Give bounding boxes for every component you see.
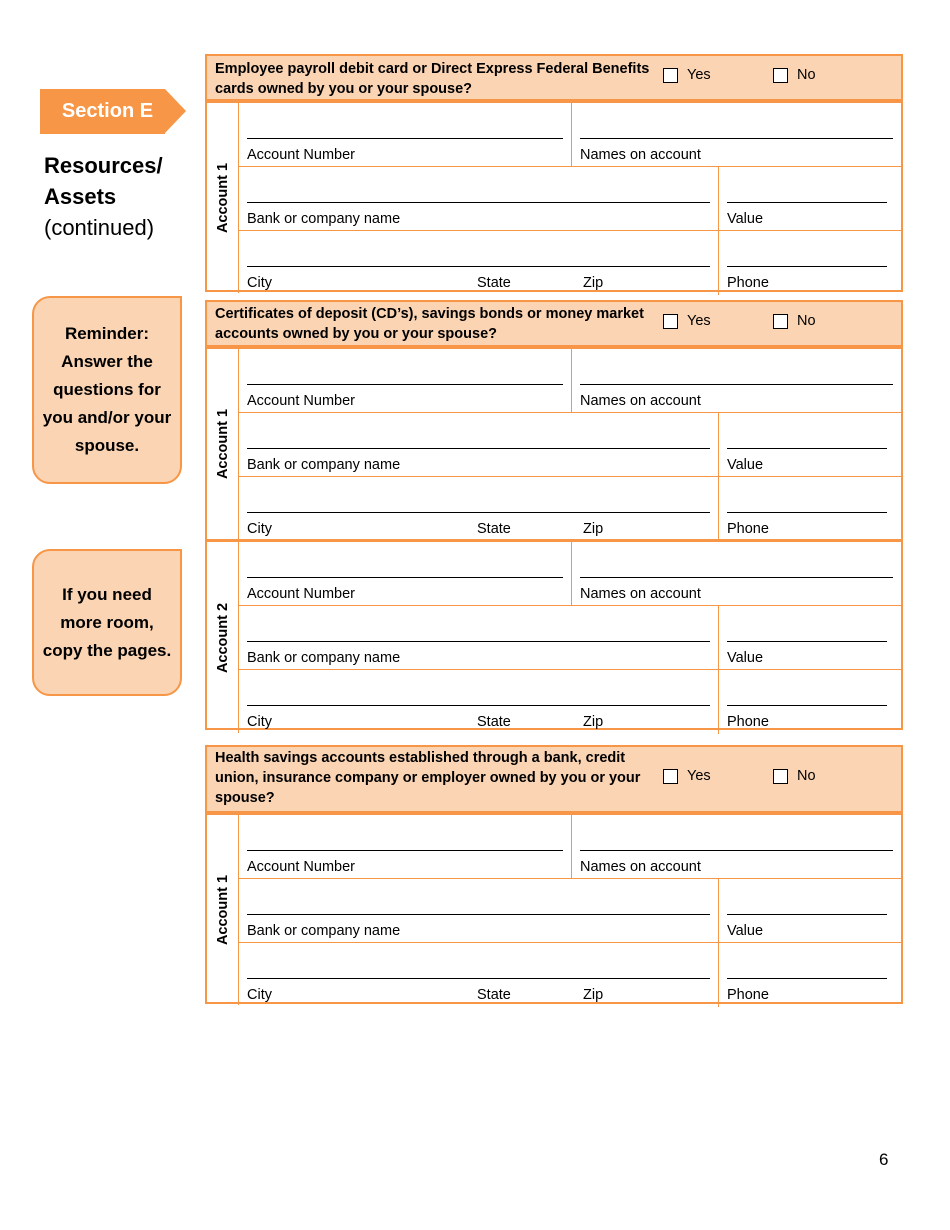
- phone-field[interactable]: Phone: [718, 231, 901, 295]
- yes-checkbox-box[interactable]: [663, 314, 678, 329]
- phone-field[interactable]: Phone: [718, 670, 901, 734]
- account-section: [207, 813, 901, 1005]
- account-number-field[interactable]: Account Number: [239, 542, 571, 606]
- bank-name-field[interactable]: Bank or company name: [239, 413, 718, 477]
- section-tab-label: Section E: [61, 100, 154, 122]
- account-row-2: [239, 605, 901, 670]
- question-text: Health savings accounts established through a bank, credit union, insurance company or employer owned by you or your spouse?: [215, 750, 641, 806]
- section-title: [44, 150, 194, 243]
- account-row-1: [239, 542, 901, 606]
- account-section: [207, 347, 901, 539]
- no-checkbox-box[interactable]: [773, 68, 788, 83]
- section-title-line3: (continued): [44, 215, 155, 240]
- question-header: [207, 302, 901, 347]
- more-room-callout: [32, 549, 182, 696]
- account-row-2: [239, 412, 901, 477]
- yes-checkbox-box[interactable]: [663, 769, 678, 784]
- page-number: 6: [879, 1150, 889, 1169]
- account-label: Account 1: [207, 349, 239, 539]
- reminder-text: Reminder: Answer the questions for you and/or your spouse.: [42, 324, 172, 455]
- account-section: [207, 539, 901, 733]
- yes-label: Yes: [687, 313, 711, 329]
- health-savings-block: [205, 745, 903, 1004]
- account-row-3: [239, 942, 901, 1007]
- question-header: [207, 56, 901, 101]
- account-label: Account 1: [207, 103, 239, 293]
- value-field[interactable]: Value: [718, 167, 901, 231]
- account-row-3: [239, 230, 901, 295]
- account-row-1: [239, 103, 901, 167]
- bank-name-field[interactable]: Bank or company name: [239, 167, 718, 231]
- section-tab: [40, 89, 186, 134]
- names-on-account-field[interactable]: Names on account: [571, 815, 901, 879]
- address-field[interactable]: City State Zip: [239, 477, 718, 541]
- address-field[interactable]: City State Zip: [239, 670, 718, 734]
- bank-name-field[interactable]: Bank or company name: [239, 606, 718, 670]
- names-on-account-field[interactable]: Names on account: [571, 542, 901, 606]
- no-label: No: [797, 768, 816, 784]
- account-row-1: [239, 349, 901, 413]
- account-number-field[interactable]: Account Number: [239, 103, 571, 167]
- yes-checkbox[interactable]: [663, 67, 711, 83]
- names-on-account-field[interactable]: Names on account: [571, 349, 901, 413]
- yes-checkbox[interactable]: [663, 313, 711, 329]
- account-number-field[interactable]: Account Number: [239, 815, 571, 879]
- value-field[interactable]: Value: [718, 413, 901, 477]
- names-on-account-field[interactable]: Names on account: [571, 103, 901, 167]
- account-label: Account 1: [207, 815, 239, 1005]
- value-field[interactable]: Value: [718, 606, 901, 670]
- account-row-3: [239, 476, 901, 541]
- phone-field[interactable]: Phone: [718, 943, 901, 1007]
- yes-checkbox[interactable]: [663, 768, 711, 784]
- section-title-line1: Resources/: [44, 153, 163, 178]
- question-text: Certificates of deposit (CD’s), savings bonds or money market accounts owned by you or your spouse?: [215, 306, 644, 342]
- no-checkbox[interactable]: [773, 313, 816, 329]
- account-number-field[interactable]: Account Number: [239, 349, 571, 413]
- no-checkbox[interactable]: [773, 67, 816, 83]
- account-row-2: [239, 878, 901, 943]
- yes-checkbox-box[interactable]: [663, 68, 678, 83]
- no-label: No: [797, 67, 816, 83]
- yes-label: Yes: [687, 768, 711, 784]
- payroll-card-block: [205, 54, 903, 292]
- question-header: [207, 747, 901, 813]
- address-field[interactable]: City State Zip: [239, 943, 718, 1007]
- account-row-2: [239, 166, 901, 231]
- cd-savings-block: [205, 300, 903, 730]
- value-field[interactable]: Value: [718, 879, 901, 943]
- address-field[interactable]: City State Zip: [239, 231, 718, 295]
- account-section: [207, 101, 901, 293]
- account-label: Account 2: [207, 542, 239, 733]
- reminder-callout: [32, 296, 182, 484]
- no-checkbox-box[interactable]: [773, 314, 788, 329]
- question-text: Employee payroll debit card or Direct Express Federal Benefits cards owned by you or your spouse?: [215, 61, 650, 97]
- no-label: No: [797, 313, 816, 329]
- no-checkbox-box[interactable]: [773, 769, 788, 784]
- yes-label: Yes: [687, 67, 711, 83]
- more-room-text: If you need more room, copy the pages.: [42, 584, 172, 660]
- bank-name-field[interactable]: Bank or company name: [239, 879, 718, 943]
- section-title-line2: Assets: [44, 184, 117, 209]
- account-row-3: [239, 669, 901, 734]
- no-checkbox[interactable]: [773, 768, 816, 784]
- phone-field[interactable]: Phone: [718, 477, 901, 541]
- account-row-1: [239, 815, 901, 879]
